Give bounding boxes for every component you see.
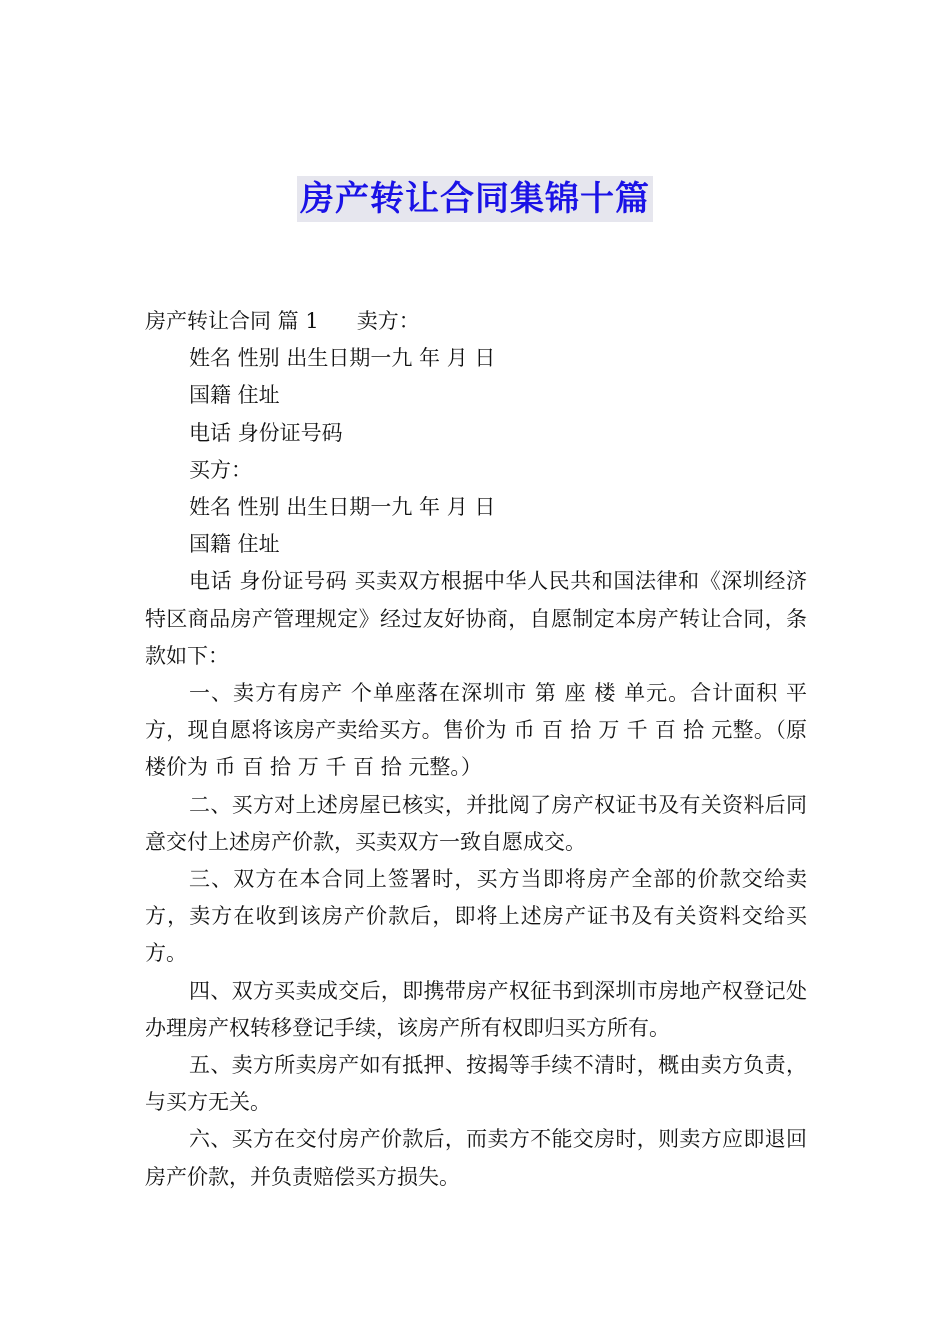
clause-3: 三、双方在本合同上签署时，买方当即将房产全部的价款交给卖方，卖方在收到该房产价款后，即将上述房产证书及有关资料交给买方。 [145, 867, 807, 966]
title-container [0, 176, 950, 222]
clause-4: 四、双方买卖成交后，即携带房产权征书到深圳市房地产权登记处办理房产权转移登记手续，该房产所有权即归买方所有。 [145, 978, 807, 1040]
section-heading: 房产转让合同 篇 1 [145, 309, 319, 333]
buyer-name-line: 姓名 性别 出生日期一九 年 月 日 [189, 495, 496, 520]
seller-nationality-line: 国籍 住址 [189, 383, 280, 408]
clause-5: 五、卖方所卖房产如有抵押、按揭等手续不清时，概由卖方负责，与买方无关。 [145, 1053, 807, 1115]
seller-name-line: 姓名 性别 出生日期一九 年 月 日 [189, 346, 496, 371]
clause-2: 二、买方对上述房屋已核实，并批阅了房产权证书及有关资料后同意交付上述房产价款，买卖双方一致自愿成交。 [145, 792, 807, 854]
document-body [145, 303, 807, 1196]
clause-1: 一、卖方有房产 个单座落在深圳市 第 座 楼 单元。合计面积 平方，现自愿将该房产卖给买方。售价为 币 百 拾 万 千 百 拾 元整。（原楼价为 币 百 拾 万 千 百 拾 元整。） [145, 681, 807, 780]
document-title: 房产转让合同集锦十篇 [297, 176, 653, 222]
section-heading-line [145, 303, 807, 340]
seller-label: 卖方： [356, 309, 420, 333]
intro-paragraph: 电话 身份证号码 买卖双方根据中华人民共和国法律和《深圳经济特区商品房产管理规定》经过友好协商，自愿制定本房产转让合同，条款如下： [145, 569, 807, 668]
seller-phone-line: 电话 身份证号码 [189, 420, 343, 445]
buyer-nationality-line: 国籍 住址 [189, 532, 280, 557]
clause-6: 六、买方在交付房产价款后，而卖方不能交房时，则卖方应即退回房产价款，并负责赔偿买方损失。 [145, 1127, 807, 1189]
buyer-label: 买方： [189, 457, 252, 482]
